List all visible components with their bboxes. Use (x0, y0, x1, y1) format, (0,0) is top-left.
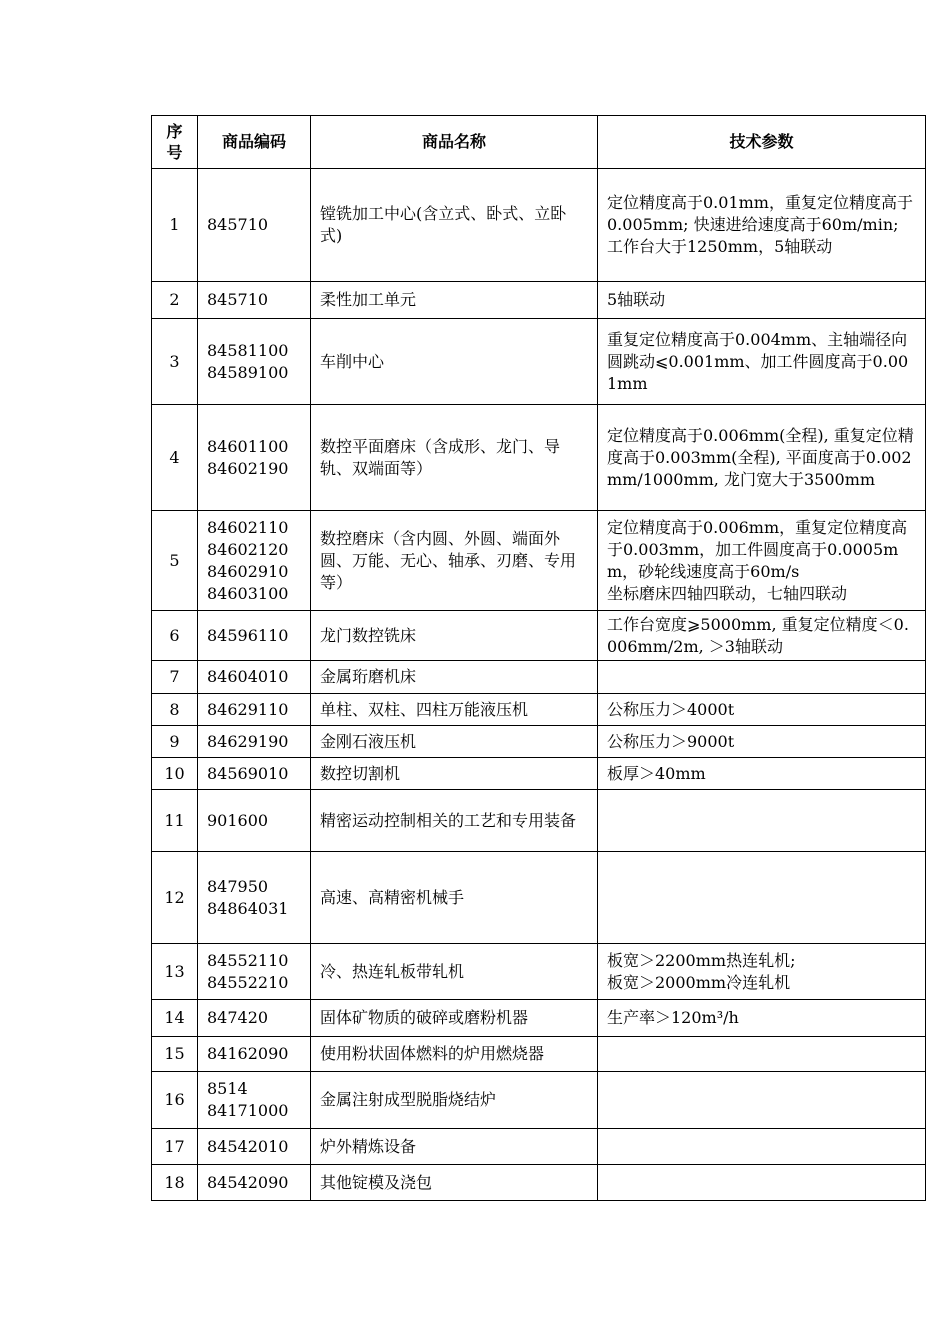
row-params-cell: 5轴联动 (598, 282, 926, 319)
table-row (152, 944, 926, 1000)
row-code-cell: 84596110 (198, 611, 311, 661)
table-row (152, 1000, 926, 1037)
row-code-cell: 84629190 (198, 726, 311, 758)
row-name-cell: 金属珩磨机床 (311, 661, 598, 694)
row-params-cell: 定位精度高于0.01mm，重复定位精度高于0.005mm; 快速进给速度高于60m/min; 工作台大于1250mm，5轴联动 (598, 169, 926, 282)
row-code-cell: 84542010 (198, 1129, 311, 1165)
row-no-cell: 2 (152, 282, 198, 319)
row-code-cell: 84542090 (198, 1165, 311, 1201)
table-row (152, 726, 926, 758)
table-row (152, 852, 926, 944)
header-no: 序 号 (152, 116, 198, 169)
row-code-cell: 847950 84864031 (198, 852, 311, 944)
row-params-cell: 生产率＞120m³/h (598, 1000, 926, 1037)
row-no-cell: 16 (152, 1072, 198, 1129)
row-name-cell: 数控平面磨床（含成形、龙门、导轨、双端面等） (311, 405, 598, 511)
row-no-cell: 13 (152, 944, 198, 1000)
equipment-table (151, 115, 926, 1201)
row-name-cell: 使用粉状固体燃料的炉用燃烧器 (311, 1037, 598, 1072)
row-code-cell: 84581100 84589100 (198, 319, 311, 405)
row-code-cell: 84602110 84602120 84602910 84603100 (198, 511, 311, 611)
table-row (152, 1037, 926, 1072)
table-row (152, 319, 926, 405)
table-row (152, 661, 926, 694)
row-params-cell (598, 852, 926, 944)
table-row (152, 511, 926, 611)
row-no-cell: 6 (152, 611, 198, 661)
row-code-cell: 84601100 84602190 (198, 405, 311, 511)
row-params-cell: 定位精度高于0.006mm(全程), 重复定位精度高于0.003mm(全程), 平面度高于0.002mm/1000mm, 龙门宽大于3500mm (598, 405, 926, 511)
row-name-cell: 金属注射成型脱脂烧结炉 (311, 1072, 598, 1129)
row-code-cell: 847420 (198, 1000, 311, 1037)
row-params-cell (598, 1072, 926, 1129)
row-name-cell: 金刚石液压机 (311, 726, 598, 758)
row-name-cell: 柔性加工单元 (311, 282, 598, 319)
row-params-cell: 定位精度高于0.006mm，重复定位精度高于0.003mm，加工件圆度高于0.0005mm，砂轮线速度高于60m/s 坐标磨床四轴四联动，七轴四联动 (598, 511, 926, 611)
row-code-cell: 901600 (198, 790, 311, 852)
row-params-cell (598, 1037, 926, 1072)
row-params-cell (598, 661, 926, 694)
table-row (152, 1165, 926, 1201)
row-name-cell: 固体矿物质的破碎或磨粉机器 (311, 1000, 598, 1037)
header-code: 商品编码 (198, 116, 311, 169)
row-params-cell: 公称压力＞4000t (598, 694, 926, 726)
row-no-cell: 4 (152, 405, 198, 511)
row-params-cell (598, 1165, 926, 1201)
row-no-cell: 7 (152, 661, 198, 694)
row-code-cell: 84604010 (198, 661, 311, 694)
row-params-cell: 板宽＞2200mm热连轧机; 板宽＞2000mm冷连轧机 (598, 944, 926, 1000)
table-row (152, 694, 926, 726)
row-name-cell: 冷、热连轧板带轧机 (311, 944, 598, 1000)
row-name-cell: 镗铣加工中心(含立式、卧式、立卧式) (311, 169, 598, 282)
row-params-cell: 板厚＞40mm (598, 758, 926, 790)
row-no-cell: 15 (152, 1037, 198, 1072)
row-params-cell: 工作台宽度⩾5000mm, 重复定位精度＜0.006mm/2m, ＞3轴联动 (598, 611, 926, 661)
table-row (152, 1072, 926, 1129)
row-params-cell: 重复定位精度高于0.004mm、主轴端径向圆跳动⩽0.001mm、加工件圆度高于0.001mm (598, 319, 926, 405)
row-name-cell: 精密运动控制相关的工艺和专用装备 (311, 790, 598, 852)
table-row (152, 405, 926, 511)
row-code-cell: 84629110 (198, 694, 311, 726)
row-name-cell: 其他锭模及浇包 (311, 1165, 598, 1201)
table-header-row (152, 116, 926, 169)
row-code-cell: 845710 (198, 282, 311, 319)
table-row (152, 790, 926, 852)
row-params-cell (598, 1129, 926, 1165)
row-params-cell: 公称压力＞9000t (598, 726, 926, 758)
row-code-cell: 84569010 (198, 758, 311, 790)
table-row (152, 169, 926, 282)
row-code-cell: 84552110 84552210 (198, 944, 311, 1000)
row-no-cell: 9 (152, 726, 198, 758)
row-code-cell: 8514 84171000 (198, 1072, 311, 1129)
row-no-cell: 3 (152, 319, 198, 405)
table-row (152, 1129, 926, 1165)
row-name-cell: 数控磨床（含内圆、外圆、端面外圆、万能、无心、轴承、刃磨、专用等） (311, 511, 598, 611)
row-params-cell (598, 790, 926, 852)
table-row (152, 758, 926, 790)
row-no-cell: 1 (152, 169, 198, 282)
row-code-cell: 845710 (198, 169, 311, 282)
row-name-cell: 炉外精炼设备 (311, 1129, 598, 1165)
row-no-cell: 11 (152, 790, 198, 852)
header-params: 技术参数 (598, 116, 926, 169)
row-no-cell: 8 (152, 694, 198, 726)
row-name-cell: 单柱、双柱、四柱万能液压机 (311, 694, 598, 726)
row-no-cell: 10 (152, 758, 198, 790)
row-name-cell: 数控切割机 (311, 758, 598, 790)
row-no-cell: 18 (152, 1165, 198, 1201)
header-name: 商品名称 (311, 116, 598, 169)
table-body (152, 169, 926, 1201)
row-no-cell: 14 (152, 1000, 198, 1037)
row-no-cell: 5 (152, 511, 198, 611)
row-code-cell: 84162090 (198, 1037, 311, 1072)
row-name-cell: 车削中心 (311, 319, 598, 405)
row-name-cell: 龙门数控铣床 (311, 611, 598, 661)
table-row (152, 282, 926, 319)
row-no-cell: 12 (152, 852, 198, 944)
row-no-cell: 17 (152, 1129, 198, 1165)
table-row (152, 611, 926, 661)
row-name-cell: 高速、高精密机械手 (311, 852, 598, 944)
